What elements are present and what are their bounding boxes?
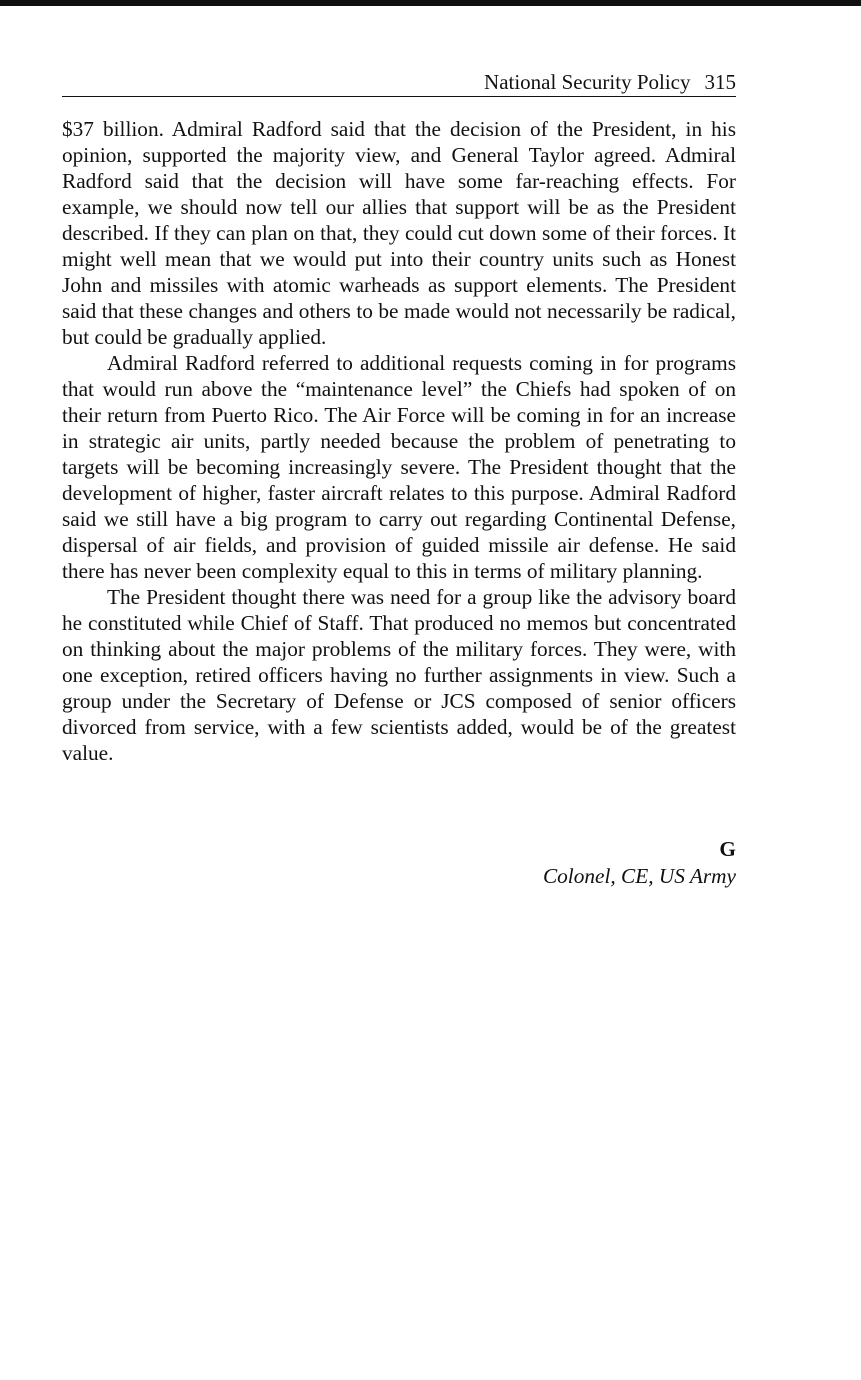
page-top-border xyxy=(0,0,861,6)
signature-title: Colonel, CE, US Army xyxy=(542,864,736,888)
body-text xyxy=(62,116,736,766)
paragraph-2: Admiral Radford referred to additional requests coming in for programs that would run above the “maintenance level” the Chiefs had spoken of on their return from Puerto Rico. The Air Force will be coming in for an increase in strategic air units, partly needed because the problem of penetrating to targets will be becoming increasingly severe. The President thought that the development of higher, faster aircraft relates to this purpose. Admiral Radford said we still have a big program to carry out regarding Continental Defense, dispersal of air fields, and provision of guided missile air defense. He said there has never been complexity equal to this in terms of military planning. xyxy=(62,351,736,583)
paragraph-3: The President thought there was need for a group like the advisory board he constituted while Chief of Staff. That produced no memos but concentrated on thinking about the major problems of the military forces. They were, with one exception, retired officers having no further assignments in view. Such a group under the Secretary of Defense or JCS composed of senior officers divorced from service, with a few scientists added, would be of the greatest value. xyxy=(62,585,736,765)
paragraph-1: $37 billion. Admiral Radford said that the decision of the President, in his opinion, supported the majority view, and General Taylor agreed. Admiral Radford said that the decision will have some far-reaching effects. For example, we should now tell our allies that support will be as the President described. If they can plan on that, they could cut down some of their forces. It might well mean that we would put into their country units such as Honest John and missiles with atomic warheads as support elements. The President said that these changes and others to be made would not necessarily be radical, but could be gradually applied. xyxy=(62,117,736,349)
running-head xyxy=(62,68,736,97)
signature-initial: G xyxy=(719,837,736,861)
signature-block xyxy=(62,836,736,890)
page-number: 315 xyxy=(704,70,736,94)
running-head-title: National Security Policy xyxy=(484,70,691,94)
